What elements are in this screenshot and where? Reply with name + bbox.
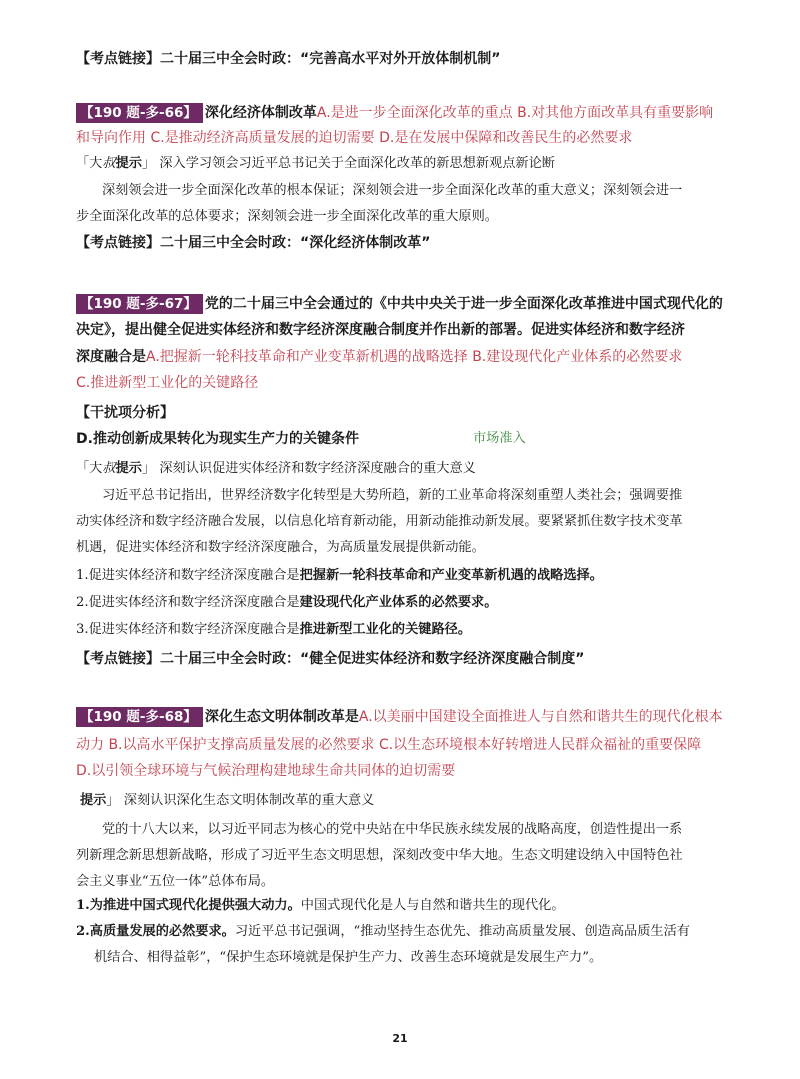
q67-stem-1: 党的二十届三中全会通过的《中共中央关于进一步全面深化改革推进中国式现代化的 — [204, 296, 723, 312]
q67-options-1: A.把握新一轮科技革命和产业变革新机遇的战略选择 B.建设现代化产业体系的必然要求 — [146, 349, 683, 365]
q67-stem-line-2: 决定》，提出健全促进实体经济和数字经济深度融合制度并作出新的部署。促进实体经济和数字经济 — [76, 322, 685, 338]
q68-item-1 — [76, 896, 736, 916]
q68-stem-line-1 — [76, 707, 736, 727]
hint-label: 提示 — [115, 156, 142, 171]
q67-paragraph-1: 习近平总书记指出，世界经济数字化转型是大势所趋，新的工业革命将深刻重塑人类社会；强调要推 — [102, 488, 683, 503]
page-number: 21 — [392, 1032, 408, 1045]
hint-uncle-char: 叔 — [102, 461, 116, 476]
hint-bracket-close: 」 — [106, 793, 120, 808]
q67-item-2-lead: 2.促进实体经济和数字经济深度融合是 — [76, 595, 300, 610]
q67-option-d-note: 市场准入 — [473, 431, 526, 446]
q68-item-1-text: 中国式现代化是人与自然和谐共生的现代化。 — [300, 898, 565, 913]
q67-item-1-emph: 把握新一轮科技革命和产业变革新机遇的战略选择。 — [299, 568, 603, 583]
q68-stem: 深化生态文明体制改革是 — [204, 709, 359, 725]
q68-item-2-lead: 2.高质量发展的必然要求。 — [76, 924, 235, 939]
q67-stem-line-3 — [76, 347, 736, 367]
q68-tag: 【190 题-多-68】 — [76, 707, 203, 727]
q67-item-3-lead: 3.促进实体经济和数字经济深度融合是 — [76, 622, 300, 637]
q66-hint-heading — [76, 154, 736, 174]
q68-options-1: A.以美丽中国建设全面推进人与自然和谐共生的现代化根本 — [358, 709, 723, 725]
hint-uncle-char: 叔 — [102, 156, 116, 171]
q68-hint-title: 深刻认识深化生态文明体制改革的重大意义 — [123, 793, 375, 808]
q67-paragraph-3: 机遇，促进实体经济和数字经济深度融合，为高质量发展提供新动能。 — [76, 540, 485, 555]
q67-hint-heading — [76, 459, 736, 479]
q67-item-2 — [76, 593, 736, 613]
q67-item-1 — [76, 566, 736, 586]
hint-label: 提示 — [115, 461, 142, 476]
q67-paragraph-2: 动实体经济和数字经济融合发展，以信息化培育新动能，用新动能推动新发展。要紧紧抓住数字技术变革 — [76, 514, 683, 529]
q66-stem: 深化经济体制改革 — [204, 105, 317, 121]
q66-stem-line — [76, 103, 736, 123]
q67-options-2: C.推进新型工业化的关键路径 — [76, 375, 259, 391]
q66-hint-title: 深入学习领会习近平总书记关于全面深化改革的新思想新观点新论断 — [159, 156, 555, 171]
q68-item-1-lead: 1.为推进中国式现代化提供强大动力。 — [76, 898, 301, 913]
hint-bracket-open: 「大 — [76, 461, 103, 476]
q66-paragraph-1: 深刻领会进一步全面深化改革的根本保证；深刻领会进一步全面深化改革的重大意义；深刻领会进一 — [102, 183, 683, 198]
q68-hint-heading — [80, 791, 740, 811]
hint-bracket-close: 」 — [141, 156, 156, 171]
q68-item-2-continued: 机结合、相得益彰”，“保护生态环境就是保护生产力、改善生态环境就是发展生产力”。 — [94, 950, 603, 965]
hint-label: 提示 — [80, 793, 107, 808]
q67-tag: 【190 题-多-67】 — [76, 294, 203, 314]
q67-stem-3: 深度融合是 — [76, 349, 146, 365]
q66-exam-link: 【考点链接】二十届三中全会时政：“深化经济体制改革” — [76, 235, 431, 251]
q67-stem-line-1 — [76, 294, 736, 314]
q67-option-d: D.推动创新成果转化为现实生产力的关键条件 — [76, 431, 359, 447]
q67-exam-link: 【考点链接】二十届三中全会时政：“健全促进实体经济和数字经济深度融合制度” — [76, 651, 585, 667]
hint-bracket-close: 」 — [141, 461, 156, 476]
q67-hint-title: 深刻认识促进实体经济和数字经济深度融合的重大意义 — [159, 461, 476, 476]
q66-options-2: 和导向作用 C.是推动经济高质量发展的迫切需要 D.是在发展中保障和改善民生的必然要求 — [76, 130, 633, 146]
q67-option-d-line — [76, 429, 736, 449]
hint-bracket-open: 「大 — [76, 156, 103, 171]
q67-item-2-emph: 建设现代化产业体系的必然要求。 — [299, 595, 498, 610]
exam-link-line: 【考点链接】二十届三中全会时政：“完善高水平对外开放体制机制” — [76, 51, 501, 67]
q68-options-2: 动力 B.以高水平保护支撑高质量发展的必然要求 C.以生态环境根本好转增进人民群众福祉的重要保障 — [76, 737, 702, 753]
q66-paragraph-2: 步全面深化改革的总体要求；深刻领会进一步全面深化改革的重大原则。 — [76, 209, 498, 224]
q68-paragraph-3: 会主义事业“五位一体”总体布局。 — [76, 874, 275, 889]
q67-item-3-emph: 推进新型工业化的关键路径。 — [299, 622, 472, 637]
q68-paragraph-1: 党的十八大以来，以习近平同志为核心的党中央站在中华民族永续发展的战略高度，创造性提出一系 — [102, 822, 683, 837]
q67-item-3 — [76, 620, 736, 640]
q68-paragraph-2: 列新理念新思想新战略，形成了习近平生态文明思想，深刻改变中华大地。生态文明建设纳入中国特色社 — [76, 848, 683, 863]
q66-options-1: A.是进一步全面深化改革的重点 B.对其他方面改革具有重要影响 — [316, 105, 714, 121]
q68-item-2 — [76, 922, 736, 942]
q68-item-2-text: 习近平总书记强调，“推动坚持生态优先、推动高质量发展、创造高品质生活有 — [234, 924, 690, 939]
q66-tag: 【190 题-多-66】 — [76, 103, 203, 123]
q68-options-3: D.以引领全球环境与气候治理构建地球生命共同体的迫切需要 — [76, 763, 456, 779]
q67-interference-heading: 【干扰项分析】 — [76, 405, 174, 421]
q67-item-1-lead: 1.促进实体经济和数字经济深度融合是 — [76, 568, 300, 583]
